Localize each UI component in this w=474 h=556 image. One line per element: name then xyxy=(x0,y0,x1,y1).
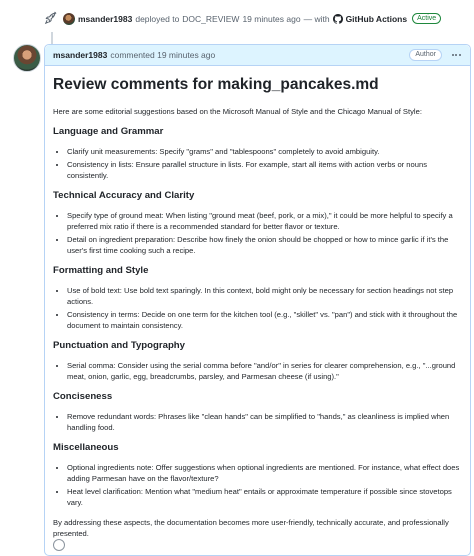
rocket-icon xyxy=(44,11,58,25)
github-actions-icon xyxy=(333,14,343,24)
list-item: • Clarify unit measurements: Specify "grams" and "tablespoons" completely to avoid ambiguity. xyxy=(67,146,462,157)
github-actions-link[interactable]: GitHub Actions xyxy=(345,13,408,24)
comment-closing: By addressing these aspects, the documentation becomes more user-friendly, technically accurate, and professionally presented. xyxy=(53,518,449,538)
comment-body xyxy=(45,66,470,539)
environment-link[interactable]: DOC_REVIEW xyxy=(182,13,240,24)
list-item: • Remove redundant words: Phrases like "clean hands" can be simplified to "hands," as cleanliness is implied when handling food. xyxy=(67,411,462,433)
comment-sections xyxy=(53,126,462,508)
list-item: • Consistency in lists: Ensure parallel structure in lists. For example, start all items with action verbs or nouns consistently. xyxy=(67,159,462,181)
list-item: • Consistency in terms: Decide on one term for the kitchen tool (e.g., "skillet" vs. "pan") and stick with it throughout the document to maintain consistency. xyxy=(67,309,462,331)
section-heading: Punctuation and Typography xyxy=(53,340,186,351)
comment-box xyxy=(44,44,471,556)
more-options-icon[interactable] xyxy=(450,50,462,60)
comment-intro: Here are some editorial suggestions based on the Microsoft Manual of Style and the Chicago Manual of Style: xyxy=(53,107,422,116)
section-heading: Conciseness xyxy=(53,391,113,402)
section-heading: Language and Grammar xyxy=(53,126,164,137)
list-item: • Detail on ingredient preparation: Describe how finely the onion should be chopped or how to mince garlic if it's the user's first time cooking such a recipe. xyxy=(67,234,462,256)
list-item: • Use of bold text: Use bold text sparingly. In this context, bold might only be necessary for section headings not step actions. xyxy=(67,285,462,307)
section-list xyxy=(53,462,462,508)
deployment-event xyxy=(0,8,474,30)
section-list xyxy=(53,411,462,433)
author-badge: Author xyxy=(409,49,442,61)
list-item: • Heat level clarification: Mention what "medium heat" entails or approximate temperature if possible since stovetops vary. xyxy=(67,486,462,508)
deploy-action-text: deployed to xyxy=(135,13,180,24)
section-list xyxy=(53,360,462,382)
section-heading: Formatting and Style xyxy=(53,265,149,276)
deploy-with-text: — with xyxy=(303,13,330,24)
section-heading: Technical Accuracy and Clarity xyxy=(53,190,195,201)
deploy-time[interactable]: 19 minutes ago xyxy=(242,13,301,24)
deploy-user-link[interactable]: msander1983 xyxy=(78,13,133,24)
comment-title: Review comments for making_pancakes.md xyxy=(53,76,379,93)
avatar[interactable] xyxy=(63,13,75,25)
comment-header xyxy=(45,45,470,66)
section-list xyxy=(53,210,462,256)
add-reaction-icon[interactable] xyxy=(53,539,65,551)
status-badge: Active xyxy=(412,13,441,24)
section-list xyxy=(53,285,462,331)
list-item: • Optional ingredients note: Offer suggestions when optional ingredients are mentioned. For instance, what effect does adding Parmesan have on the flavor/texture? xyxy=(67,462,462,484)
comment-author-avatar[interactable] xyxy=(13,44,41,72)
comment-author-link[interactable]: msander1983 xyxy=(53,50,108,60)
section-heading: Miscellaneous xyxy=(53,442,119,453)
list-item: • Specify type of ground meat: When listing "ground meat (beef, pork, or a mix)," it could be more helpful to specify a preferred mix ratio if there is a recommended standard for better flavor or texture. xyxy=(67,210,462,232)
section-list xyxy=(53,146,462,181)
list-item: • Serial comma: Consider using the serial comma before "and/or" in series for clearer comprehension, e.g., "...ground meat, onion, garlic, egg, breadcrumbs, parsley, and Parmesan cheese (if using)." xyxy=(67,360,462,382)
comment-timestamp[interactable]: commented 19 minutes ago xyxy=(110,50,216,60)
